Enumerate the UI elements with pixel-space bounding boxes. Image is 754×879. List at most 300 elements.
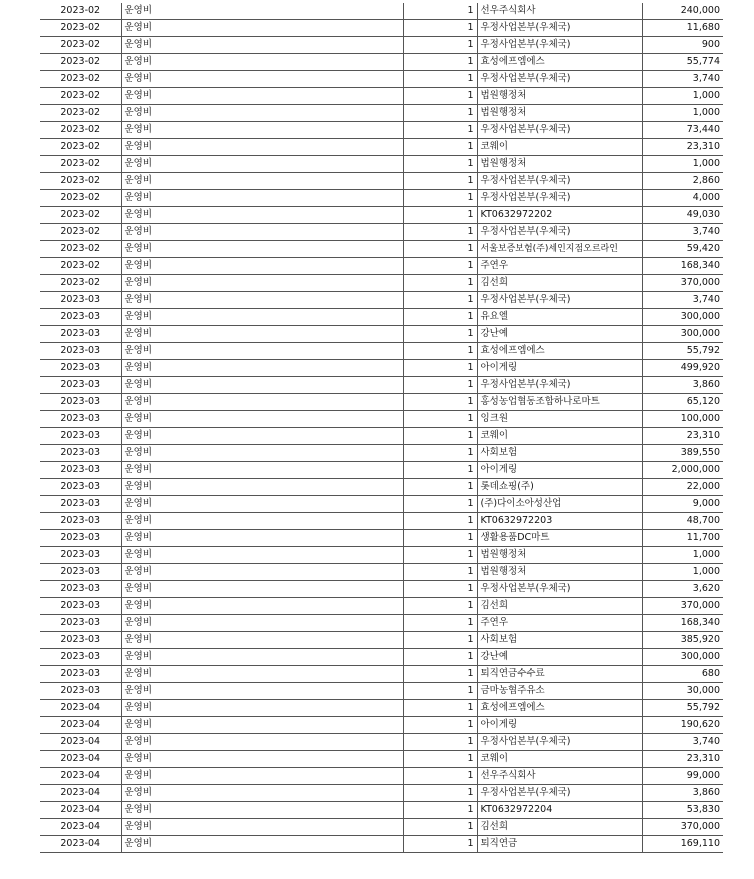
category-cell: 운영비 — [121, 20, 403, 37]
quantity-cell: 1 — [403, 530, 477, 547]
category-cell: 운영비 — [121, 292, 403, 309]
vendor-cell: 우정사업본부(우체국) — [477, 734, 642, 751]
category-cell: 운영비 — [121, 700, 403, 717]
quantity-cell: 1 — [403, 343, 477, 360]
quantity-cell: 1 — [403, 547, 477, 564]
table-row — [40, 326, 723, 343]
amount-cell: 99,000 — [642, 768, 723, 785]
amount-cell: 1,000 — [642, 564, 723, 581]
category-cell: 운영비 — [121, 360, 403, 377]
table-row — [40, 411, 723, 428]
amount-cell: 300,000 — [642, 309, 723, 326]
month-cell: 2023-03 — [40, 360, 121, 377]
amount-cell: 11,680 — [642, 20, 723, 37]
month-cell: 2023-03 — [40, 530, 121, 547]
vendor-cell: 사회보험 — [477, 632, 642, 649]
vendor-cell: 서울보증보험(주)세인지점오르라인 — [477, 241, 642, 258]
month-cell: 2023-02 — [40, 71, 121, 88]
quantity-cell: 1 — [403, 88, 477, 105]
month-cell: 2023-03 — [40, 326, 121, 343]
table-row — [40, 683, 723, 700]
amount-cell: 300,000 — [642, 649, 723, 666]
quantity-cell: 1 — [403, 292, 477, 309]
amount-cell: 49,030 — [642, 207, 723, 224]
quantity-cell: 1 — [403, 71, 477, 88]
category-cell: 운영비 — [121, 377, 403, 394]
table-row — [40, 20, 723, 37]
table-row — [40, 819, 723, 836]
month-cell: 2023-03 — [40, 547, 121, 564]
quantity-cell: 1 — [403, 190, 477, 207]
vendor-cell: 코웨이 — [477, 751, 642, 768]
vendor-cell: 우정사업본부(우체국) — [477, 581, 642, 598]
table-row — [40, 581, 723, 598]
table-row — [40, 564, 723, 581]
amount-cell: 240,000 — [642, 3, 723, 20]
table-row — [40, 394, 723, 411]
category-cell: 운영비 — [121, 462, 403, 479]
table-row — [40, 717, 723, 734]
table-row — [40, 734, 723, 751]
category-cell: 운영비 — [121, 819, 403, 836]
month-cell: 2023-02 — [40, 190, 121, 207]
category-cell: 운영비 — [121, 326, 403, 343]
amount-cell: 168,340 — [642, 615, 723, 632]
vendor-cell: 퇴직연금 — [477, 836, 642, 853]
quantity-cell: 1 — [403, 581, 477, 598]
month-cell: 2023-04 — [40, 802, 121, 819]
vendor-cell: 우정사업본부(우체국) — [477, 190, 642, 207]
month-cell: 2023-03 — [40, 496, 121, 513]
quantity-cell: 1 — [403, 105, 477, 122]
amount-cell: 370,000 — [642, 819, 723, 836]
table-row — [40, 139, 723, 156]
amount-cell: 100,000 — [642, 411, 723, 428]
amount-cell: 23,310 — [642, 139, 723, 156]
category-cell: 운영비 — [121, 649, 403, 666]
quantity-cell: 1 — [403, 564, 477, 581]
quantity-cell: 1 — [403, 513, 477, 530]
category-cell: 운영비 — [121, 394, 403, 411]
category-cell: 운영비 — [121, 666, 403, 683]
month-cell: 2023-02 — [40, 258, 121, 275]
category-cell: 운영비 — [121, 768, 403, 785]
amount-cell: 3,860 — [642, 785, 723, 802]
vendor-cell: 우정사업본부(우체국) — [477, 37, 642, 54]
table-row — [40, 649, 723, 666]
month-cell: 2023-02 — [40, 122, 121, 139]
category-cell: 운영비 — [121, 156, 403, 173]
quantity-cell: 1 — [403, 3, 477, 20]
amount-cell: 59,420 — [642, 241, 723, 258]
quantity-cell: 1 — [403, 445, 477, 462]
amount-cell: 55,792 — [642, 700, 723, 717]
quantity-cell: 1 — [403, 207, 477, 224]
amount-cell: 55,774 — [642, 54, 723, 71]
quantity-cell: 1 — [403, 632, 477, 649]
category-cell: 운영비 — [121, 598, 403, 615]
table-row — [40, 88, 723, 105]
vendor-cell: 우정사업본부(우체국) — [477, 224, 642, 241]
table-row — [40, 54, 723, 71]
amount-cell: 1,000 — [642, 105, 723, 122]
table-row — [40, 632, 723, 649]
category-cell: 운영비 — [121, 785, 403, 802]
table-row — [40, 309, 723, 326]
month-cell: 2023-03 — [40, 564, 121, 581]
amount-cell: 4,000 — [642, 190, 723, 207]
amount-cell: 23,310 — [642, 428, 723, 445]
vendor-cell: 법원행정처 — [477, 88, 642, 105]
amount-cell: 11,700 — [642, 530, 723, 547]
table-row — [40, 224, 723, 241]
amount-cell: 1,000 — [642, 547, 723, 564]
amount-cell: 3,860 — [642, 377, 723, 394]
quantity-cell: 1 — [403, 37, 477, 54]
month-cell: 2023-02 — [40, 156, 121, 173]
amount-cell: 680 — [642, 666, 723, 683]
amount-cell: 3,740 — [642, 734, 723, 751]
quantity-cell: 1 — [403, 156, 477, 173]
month-cell: 2023-03 — [40, 581, 121, 598]
vendor-cell: 법원행정처 — [477, 105, 642, 122]
quantity-cell: 1 — [403, 768, 477, 785]
quantity-cell: 1 — [403, 819, 477, 836]
month-cell: 2023-02 — [40, 173, 121, 190]
amount-cell: 190,620 — [642, 717, 723, 734]
vendor-cell: 우정사업본부(우체국) — [477, 71, 642, 88]
month-cell: 2023-04 — [40, 819, 121, 836]
category-cell: 운영비 — [121, 139, 403, 156]
month-cell: 2023-04 — [40, 700, 121, 717]
category-cell: 운영비 — [121, 632, 403, 649]
table-row — [40, 428, 723, 445]
category-cell: 운영비 — [121, 615, 403, 632]
quantity-cell: 1 — [403, 785, 477, 802]
vendor-cell: 법원행정처 — [477, 547, 642, 564]
vendor-cell: KT0632972204 — [477, 802, 642, 819]
vendor-cell: 김선희 — [477, 598, 642, 615]
vendor-cell: 효성에프엠에스 — [477, 700, 642, 717]
category-cell: 운영비 — [121, 37, 403, 54]
quantity-cell: 1 — [403, 360, 477, 377]
month-cell: 2023-03 — [40, 394, 121, 411]
month-cell: 2023-03 — [40, 292, 121, 309]
month-cell: 2023-03 — [40, 632, 121, 649]
vendor-cell: 우정사업본부(우체국) — [477, 785, 642, 802]
month-cell: 2023-04 — [40, 836, 121, 853]
vendor-cell: 우정사업본부(우체국) — [477, 377, 642, 394]
vendor-cell: 우정사업본부(우체국) — [477, 122, 642, 139]
quantity-cell: 1 — [403, 139, 477, 156]
amount-cell: 2,860 — [642, 173, 723, 190]
quantity-cell: 1 — [403, 666, 477, 683]
vendor-cell: 아이게링 — [477, 462, 642, 479]
category-cell: 운영비 — [121, 224, 403, 241]
vendor-cell: 김선희 — [477, 819, 642, 836]
month-cell: 2023-02 — [40, 88, 121, 105]
category-cell: 운영비 — [121, 683, 403, 700]
quantity-cell: 1 — [403, 598, 477, 615]
category-cell: 운영비 — [121, 71, 403, 88]
month-cell: 2023-02 — [40, 37, 121, 54]
table-row — [40, 513, 723, 530]
category-cell: 운영비 — [121, 751, 403, 768]
amount-cell: 48,700 — [642, 513, 723, 530]
month-cell: 2023-02 — [40, 275, 121, 292]
table-row — [40, 462, 723, 479]
amount-cell: 385,920 — [642, 632, 723, 649]
table-row — [40, 496, 723, 513]
table-row — [40, 802, 723, 819]
table-row — [40, 785, 723, 802]
amount-cell: 1,000 — [642, 88, 723, 105]
month-cell: 2023-04 — [40, 768, 121, 785]
vendor-cell: 선우주식회사 — [477, 3, 642, 20]
vendor-cell: (주)다이소아성산업 — [477, 496, 642, 513]
table-row — [40, 275, 723, 292]
category-cell: 운영비 — [121, 122, 403, 139]
amount-cell: 900 — [642, 37, 723, 54]
quantity-cell: 1 — [403, 615, 477, 632]
table-row — [40, 190, 723, 207]
amount-cell: 65,120 — [642, 394, 723, 411]
table-row — [40, 479, 723, 496]
category-cell: 운영비 — [121, 496, 403, 513]
quantity-cell: 1 — [403, 20, 477, 37]
quantity-cell: 1 — [403, 411, 477, 428]
category-cell: 운영비 — [121, 275, 403, 292]
table-row — [40, 37, 723, 54]
amount-cell: 73,440 — [642, 122, 723, 139]
quantity-cell: 1 — [403, 700, 477, 717]
month-cell: 2023-04 — [40, 717, 121, 734]
category-cell: 운영비 — [121, 3, 403, 20]
vendor-cell: 우정사업본부(우체국) — [477, 292, 642, 309]
table-row — [40, 156, 723, 173]
table-row — [40, 666, 723, 683]
vendor-cell: 생활용품DC마트 — [477, 530, 642, 547]
category-cell: 운영비 — [121, 207, 403, 224]
quantity-cell: 1 — [403, 122, 477, 139]
vendor-cell: KT0632972202 — [477, 207, 642, 224]
category-cell: 운영비 — [121, 513, 403, 530]
table-row — [40, 530, 723, 547]
month-cell: 2023-04 — [40, 734, 121, 751]
table-row — [40, 615, 723, 632]
quantity-cell: 1 — [403, 258, 477, 275]
quantity-cell: 1 — [403, 309, 477, 326]
month-cell: 2023-03 — [40, 615, 121, 632]
month-cell: 2023-03 — [40, 683, 121, 700]
quantity-cell: 1 — [403, 649, 477, 666]
vendor-cell: 유요엘 — [477, 309, 642, 326]
quantity-cell: 1 — [403, 462, 477, 479]
quantity-cell: 1 — [403, 275, 477, 292]
category-cell: 운영비 — [121, 309, 403, 326]
month-cell: 2023-03 — [40, 428, 121, 445]
month-cell: 2023-03 — [40, 445, 121, 462]
table-row — [40, 122, 723, 139]
table-row — [40, 292, 723, 309]
vendor-cell: 선우주식회사 — [477, 768, 642, 785]
quantity-cell: 1 — [403, 54, 477, 71]
table-row — [40, 71, 723, 88]
table-row — [40, 105, 723, 122]
quantity-cell: 1 — [403, 836, 477, 853]
table-row — [40, 547, 723, 564]
table-row — [40, 445, 723, 462]
amount-cell: 3,740 — [642, 292, 723, 309]
month-cell: 2023-02 — [40, 241, 121, 258]
quantity-cell: 1 — [403, 717, 477, 734]
amount-cell: 3,740 — [642, 224, 723, 241]
table-row — [40, 258, 723, 275]
month-cell: 2023-02 — [40, 54, 121, 71]
month-cell: 2023-03 — [40, 513, 121, 530]
vendor-cell: 주연우 — [477, 258, 642, 275]
amount-cell: 300,000 — [642, 326, 723, 343]
vendor-cell: 김선희 — [477, 275, 642, 292]
table-row — [40, 360, 723, 377]
vendor-cell: 퇴직연금수수료 — [477, 666, 642, 683]
vendor-cell: 법원행정처 — [477, 156, 642, 173]
vendor-cell: 잉크원 — [477, 411, 642, 428]
table-row — [40, 836, 723, 853]
month-cell: 2023-03 — [40, 666, 121, 683]
amount-cell: 3,740 — [642, 71, 723, 88]
category-cell: 운영비 — [121, 105, 403, 122]
category-cell: 운영비 — [121, 547, 403, 564]
vendor-cell: 롯데쇼핑(주) — [477, 479, 642, 496]
quantity-cell: 1 — [403, 377, 477, 394]
vendor-cell: 코웨이 — [477, 428, 642, 445]
month-cell: 2023-02 — [40, 139, 121, 156]
vendor-cell: 효성에프엠에스 — [477, 343, 642, 360]
month-cell: 2023-03 — [40, 649, 121, 666]
table-row — [40, 700, 723, 717]
month-cell: 2023-03 — [40, 343, 121, 360]
amount-cell: 30,000 — [642, 683, 723, 700]
category-cell: 운영비 — [121, 88, 403, 105]
vendor-cell: KT0632972203 — [477, 513, 642, 530]
vendor-cell: 홍성농업협동조합하나로마트 — [477, 394, 642, 411]
category-cell: 운영비 — [121, 564, 403, 581]
category-cell: 운영비 — [121, 241, 403, 258]
vendor-cell: 우정사업본부(우체국) — [477, 20, 642, 37]
category-cell: 운영비 — [121, 411, 403, 428]
month-cell: 2023-03 — [40, 377, 121, 394]
quantity-cell: 1 — [403, 224, 477, 241]
category-cell: 운영비 — [121, 479, 403, 496]
table-row — [40, 751, 723, 768]
quantity-cell: 1 — [403, 326, 477, 343]
category-cell: 운영비 — [121, 173, 403, 190]
vendor-cell: 코웨이 — [477, 139, 642, 156]
amount-cell: 22,000 — [642, 479, 723, 496]
amount-cell: 169,110 — [642, 836, 723, 853]
table-row — [40, 343, 723, 360]
category-cell: 운영비 — [121, 258, 403, 275]
quantity-cell: 1 — [403, 751, 477, 768]
table-row — [40, 241, 723, 258]
amount-cell: 370,000 — [642, 598, 723, 615]
vendor-cell: 강난예 — [477, 649, 642, 666]
table-row — [40, 173, 723, 190]
category-cell: 운영비 — [121, 717, 403, 734]
month-cell: 2023-03 — [40, 479, 121, 496]
month-cell: 2023-03 — [40, 462, 121, 479]
amount-cell: 389,550 — [642, 445, 723, 462]
quantity-cell: 1 — [403, 802, 477, 819]
table-row — [40, 768, 723, 785]
month-cell: 2023-02 — [40, 105, 121, 122]
amount-cell: 23,310 — [642, 751, 723, 768]
quantity-cell: 1 — [403, 241, 477, 258]
month-cell: 2023-03 — [40, 309, 121, 326]
quantity-cell: 1 — [403, 173, 477, 190]
table-row — [40, 3, 723, 20]
vendor-cell: 주연우 — [477, 615, 642, 632]
vendor-cell: 강난예 — [477, 326, 642, 343]
vendor-cell: 법원행정처 — [477, 564, 642, 581]
quantity-cell: 1 — [403, 734, 477, 751]
month-cell: 2023-04 — [40, 785, 121, 802]
month-cell: 2023-02 — [40, 3, 121, 20]
category-cell: 운영비 — [121, 836, 403, 853]
table-row — [40, 598, 723, 615]
month-cell: 2023-02 — [40, 224, 121, 241]
category-cell: 운영비 — [121, 734, 403, 751]
vendor-cell: 아이게링 — [477, 360, 642, 377]
amount-cell: 370,000 — [642, 275, 723, 292]
expense-ledger-table — [40, 3, 723, 853]
amount-cell: 53,830 — [642, 802, 723, 819]
month-cell: 2023-02 — [40, 207, 121, 224]
quantity-cell: 1 — [403, 496, 477, 513]
amount-cell: 1,000 — [642, 156, 723, 173]
category-cell: 운영비 — [121, 581, 403, 598]
table-row — [40, 207, 723, 224]
amount-cell: 499,920 — [642, 360, 723, 377]
amount-cell: 2,000,000 — [642, 462, 723, 479]
amount-cell: 55,792 — [642, 343, 723, 360]
category-cell: 운영비 — [121, 428, 403, 445]
table-row — [40, 377, 723, 394]
month-cell: 2023-03 — [40, 411, 121, 428]
amount-cell: 9,000 — [642, 496, 723, 513]
vendor-cell: 아이게링 — [477, 717, 642, 734]
vendor-cell: 금마농협주유소 — [477, 683, 642, 700]
amount-cell: 168,340 — [642, 258, 723, 275]
category-cell: 운영비 — [121, 54, 403, 71]
vendor-cell: 효성에프엠에스 — [477, 54, 642, 71]
category-cell: 운영비 — [121, 343, 403, 360]
amount-cell: 3,620 — [642, 581, 723, 598]
category-cell: 운영비 — [121, 530, 403, 547]
category-cell: 운영비 — [121, 445, 403, 462]
quantity-cell: 1 — [403, 683, 477, 700]
quantity-cell: 1 — [403, 479, 477, 496]
vendor-cell: 우정사업본부(우체국) — [477, 173, 642, 190]
category-cell: 운영비 — [121, 802, 403, 819]
month-cell: 2023-04 — [40, 751, 121, 768]
category-cell: 운영비 — [121, 190, 403, 207]
month-cell: 2023-03 — [40, 598, 121, 615]
vendor-cell: 사회보험 — [477, 445, 642, 462]
quantity-cell: 1 — [403, 394, 477, 411]
month-cell: 2023-02 — [40, 20, 121, 37]
